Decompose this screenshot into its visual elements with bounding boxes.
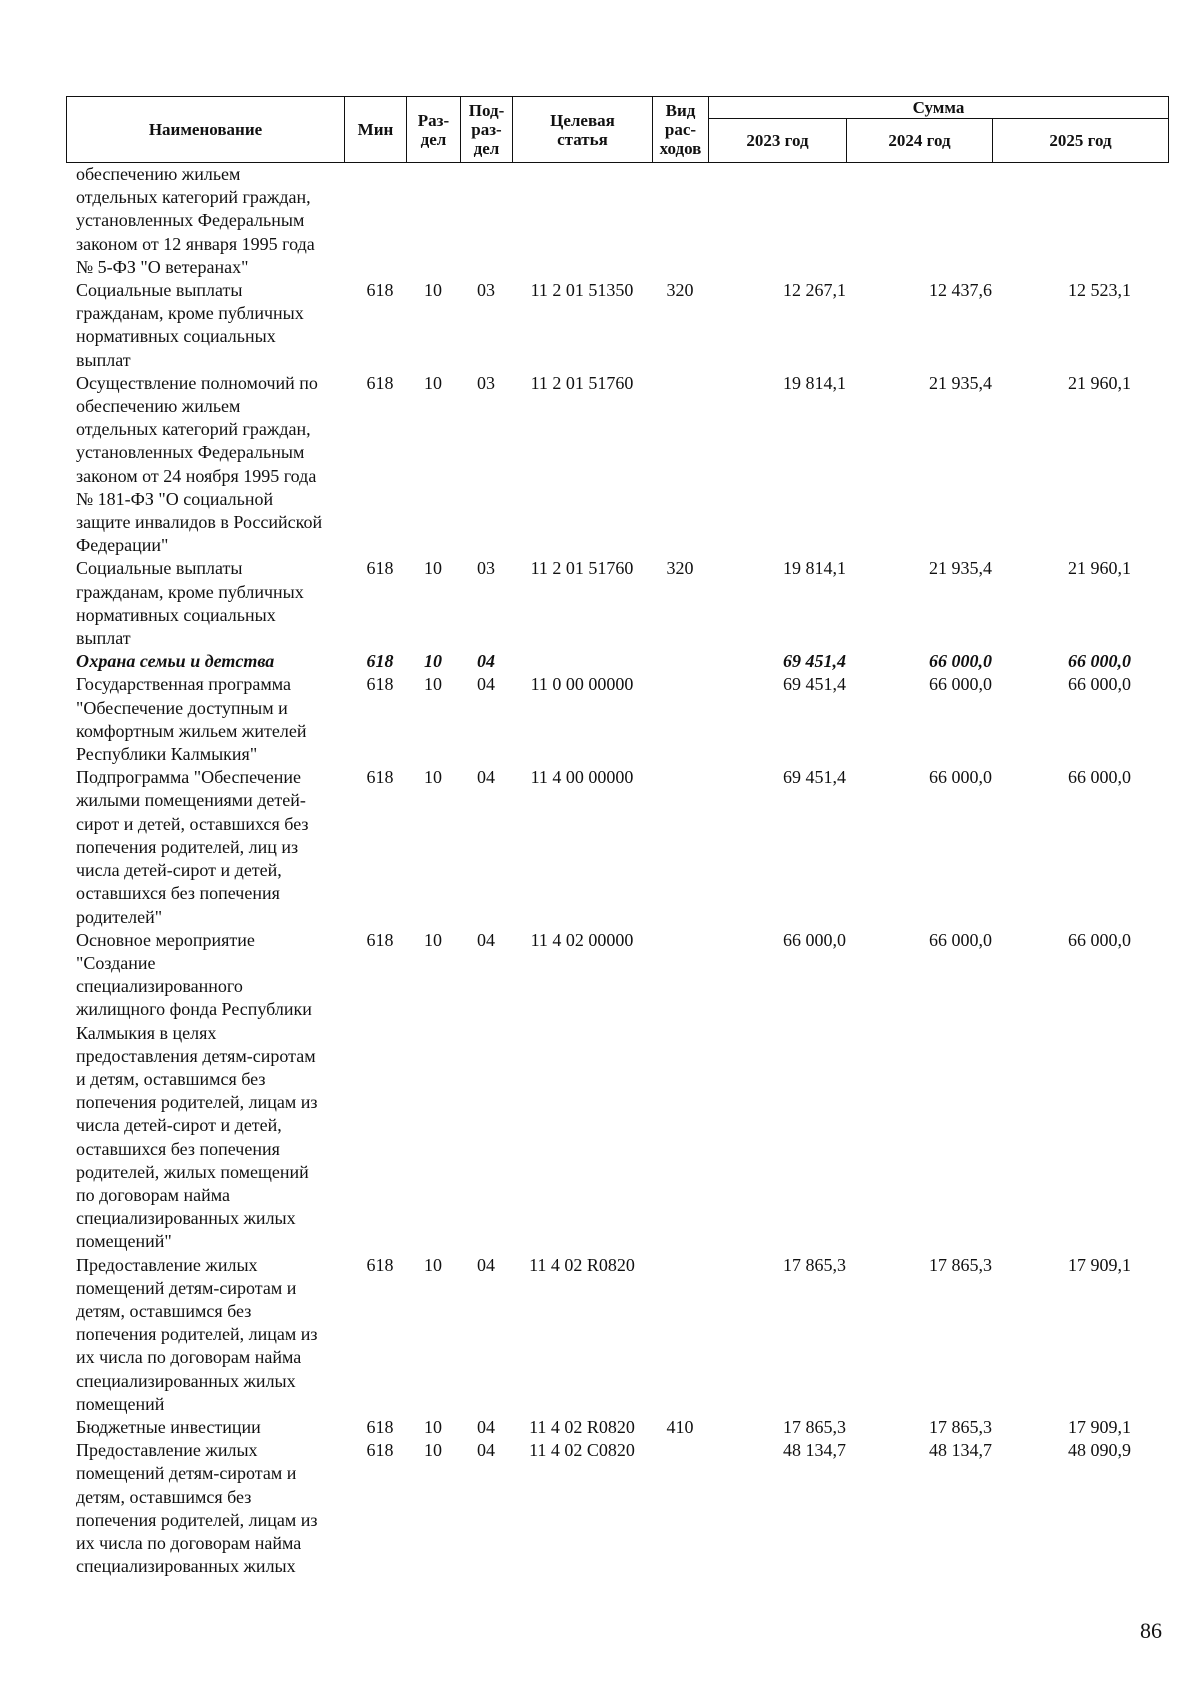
row-sum-2023: 69 451,4 — [783, 674, 846, 695]
page-number: 86 — [1140, 1618, 1162, 1643]
row-celevaya-statya: 11 2 01 51760 — [530, 558, 634, 579]
row-min: 618 — [366, 372, 394, 393]
table-row — [66, 673, 1168, 766]
row-name: Социальные выплаты гражданам, кроме публичных нормативных социальных выплат — [76, 558, 304, 649]
row-razdel: 10 — [424, 1416, 442, 1437]
row-name: Бюджетные инвестиции — [76, 1416, 261, 1437]
row-razdel: 10 — [424, 929, 442, 950]
row-celevaya-statya: 11 4 02 R0820 — [529, 1416, 635, 1437]
row-razdel: 10 — [424, 558, 442, 579]
row-celevaya-statya: 11 4 02 00000 — [530, 929, 634, 950]
row-vid-rashodov — [652, 1254, 708, 1416]
header-name: Наименование — [67, 97, 345, 163]
table-row — [66, 650, 1168, 673]
row-name: Охрана семьи и детства — [76, 651, 275, 672]
row-razdel: 10 — [424, 651, 442, 672]
table-row — [66, 372, 1168, 558]
row-sum-2023: 19 814,1 — [783, 372, 846, 393]
row-celevaya-statya — [512, 650, 652, 673]
row-min: 618 — [366, 674, 394, 695]
row-sum-2025 — [992, 163, 1131, 279]
row-vid-rashodov: 320 — [666, 558, 694, 579]
row-razdel: 10 — [424, 1440, 442, 1461]
table-body — [66, 163, 1168, 1578]
row-sum-2023: 69 451,4 — [783, 651, 846, 672]
row-vid-rashodov: 410 — [666, 1416, 694, 1437]
row-razdel: 10 — [424, 1254, 442, 1275]
row-min: 618 — [366, 929, 394, 950]
row-min: 618 — [366, 280, 394, 301]
row-podrazdel: 04 — [477, 767, 495, 788]
row-min: 618 — [366, 651, 394, 672]
row-sum-2025: 66 000,0 — [1068, 929, 1131, 950]
row-sum-2024: 12 437,6 — [929, 280, 992, 301]
row-sum-2023: 12 267,1 — [783, 280, 846, 301]
row-celevaya-statya: 11 2 01 51760 — [530, 372, 634, 393]
header-vid-rashodov: Вид рас- ходов — [653, 97, 709, 163]
header-year-2025: 2025 год — [993, 119, 1169, 163]
row-podrazdel: 04 — [477, 1440, 495, 1461]
row-vid-rashodov — [652, 650, 708, 673]
table-row — [66, 1416, 1168, 1439]
table-row — [66, 163, 1168, 279]
row-sum-2025: 21 960,1 — [1068, 558, 1131, 579]
row-celevaya-statya: 11 4 02 R0820 — [529, 1254, 635, 1275]
row-sum-2025: 66 000,0 — [1068, 767, 1131, 788]
row-name: Осуществление полномочий по обеспечению жильем отдельных категорий граждан, установленных Федеральным законом от 24 ноября 1995 года № 181-ФЗ "О социальной защите инвалидов в Российской Федерации" — [76, 372, 323, 556]
row-vid-rashodov — [652, 1439, 708, 1578]
row-sum-2023: 17 865,3 — [783, 1416, 846, 1437]
table-row — [66, 557, 1168, 650]
row-name: Социальные выплаты гражданам, кроме публичных нормативных социальных выплат — [76, 280, 304, 370]
row-min: 618 — [366, 1440, 394, 1461]
row-sum-2023: 69 451,4 — [783, 767, 846, 788]
row-sum-2024: 21 935,4 — [929, 558, 992, 579]
row-sum-2024: 17 865,3 — [929, 1254, 992, 1275]
header-celevaya-statya: Целевая статья — [513, 97, 653, 163]
row-razdel: 10 — [424, 280, 442, 301]
row-sum-2024: 17 865,3 — [929, 1416, 992, 1437]
row-podrazdel: 03 — [477, 280, 495, 301]
row-sum-2025: 66 000,0 — [1068, 651, 1131, 672]
header-razdel: Раз- дел — [407, 97, 461, 163]
table-row — [66, 1254, 1168, 1416]
row-vid-rashodov — [652, 766, 708, 928]
row-sum-2024: 66 000,0 — [929, 674, 992, 695]
row-vid-rashodov — [652, 929, 708, 1254]
table-header — [66, 96, 1169, 163]
row-podrazdel: 03 — [477, 558, 495, 579]
row-podrazdel — [460, 163, 512, 279]
row-celevaya-statya: 11 4 02 C0820 — [529, 1440, 635, 1461]
table-row — [66, 766, 1168, 928]
row-vid-rashodov: 320 — [666, 280, 694, 301]
row-razdel — [406, 163, 460, 279]
row-celevaya-statya: 11 2 01 51350 — [530, 280, 634, 301]
row-sum-2023: 17 865,3 — [783, 1254, 846, 1275]
table-row — [66, 1439, 1168, 1578]
header-year-2023: 2023 год — [709, 119, 847, 163]
row-sum-2023: 66 000,0 — [783, 929, 846, 950]
row-celevaya-statya — [512, 163, 652, 279]
row-min: 618 — [366, 1416, 394, 1437]
row-sum-2025: 12 523,1 — [1068, 280, 1131, 301]
row-sum-2024: 21 935,4 — [929, 372, 992, 393]
row-vid-rashodov — [652, 163, 708, 279]
document-page — [66, 96, 1168, 1578]
row-name: Предоставление жилых помещений детям-сиротам и детям, оставшимся без попечения родителей, лицам из их числа по договорам найма специализированных жилых — [76, 1440, 318, 1577]
row-name: Государственная программа "Обеспечение доступным и комфортным жильем жителей Республики Калмыкия" — [76, 674, 307, 765]
row-name: Основное мероприятие "Создание специализированного жилищного фонда Республики Калмыкия в целях предоставления детям-сиротам и детям, оставшимся без попечения родителей, лицам из числа детей-сирот и детей, оставшихся без попечения родителей, жилых помещений по договорам найма специализированных жилых помещений" — [76, 929, 318, 1252]
row-sum-2023: 19 814,1 — [783, 558, 846, 579]
row-vid-rashodov — [652, 673, 708, 766]
header-podrazdel: Под- раз- дел — [461, 97, 513, 163]
header-min: Мин — [345, 97, 407, 163]
row-sum-2025: 21 960,1 — [1068, 372, 1131, 393]
row-name: Подпрограмма "Обеспечение жилыми помещениями детей- сирот и детей, оставшихся без попечения родителей, лиц из числа детей-сирот и детей, оставшихся без попечения родителей" — [76, 767, 309, 927]
row-sum-2023 — [708, 163, 846, 279]
table-row — [66, 929, 1168, 1254]
row-razdel: 10 — [424, 372, 442, 393]
row-razdel: 10 — [424, 674, 442, 695]
row-sum-2024: 48 134,7 — [929, 1440, 992, 1461]
row-podrazdel: 03 — [477, 372, 495, 393]
row-sum-2024: 66 000,0 — [929, 651, 992, 672]
row-name: обеспечению жильем отдельных категорий граждан, установленных Федеральным законом от 12 января 1995 года № 5-ФЗ "О ветеранах" — [76, 164, 315, 277]
row-sum-2024: 66 000,0 — [929, 929, 992, 950]
row-sum-2025: 17 909,1 — [1068, 1254, 1131, 1275]
table-row — [66, 279, 1168, 372]
row-min — [344, 163, 406, 279]
row-sum-2024 — [846, 163, 992, 279]
row-celevaya-statya: 11 4 00 00000 — [530, 767, 634, 788]
row-sum-2025: 48 090,9 — [1068, 1440, 1131, 1461]
row-podrazdel: 04 — [477, 1416, 495, 1437]
row-min: 618 — [366, 1254, 394, 1275]
header-summa: Сумма — [709, 97, 1169, 119]
row-razdel: 10 — [424, 767, 442, 788]
row-min: 618 — [366, 558, 394, 579]
row-sum-2025: 66 000,0 — [1068, 674, 1131, 695]
row-sum-2023: 48 134,7 — [783, 1440, 846, 1461]
header-year-2024: 2024 год — [847, 119, 993, 163]
row-podrazdel: 04 — [477, 1254, 495, 1275]
row-sum-2024: 66 000,0 — [929, 767, 992, 788]
row-min: 618 — [366, 767, 394, 788]
row-celevaya-statya: 11 0 00 00000 — [530, 674, 634, 695]
row-podrazdel: 04 — [477, 651, 495, 672]
row-podrazdel: 04 — [477, 674, 495, 695]
row-name: Предоставление жилых помещений детям-сиротам и детям, оставшимся без попечения родителей, лицам из их числа по договорам найма специализированных жилых помещений — [76, 1254, 318, 1414]
row-sum-2025: 17 909,1 — [1068, 1416, 1131, 1437]
row-vid-rashodov — [652, 372, 708, 558]
row-podrazdel: 04 — [477, 929, 495, 950]
